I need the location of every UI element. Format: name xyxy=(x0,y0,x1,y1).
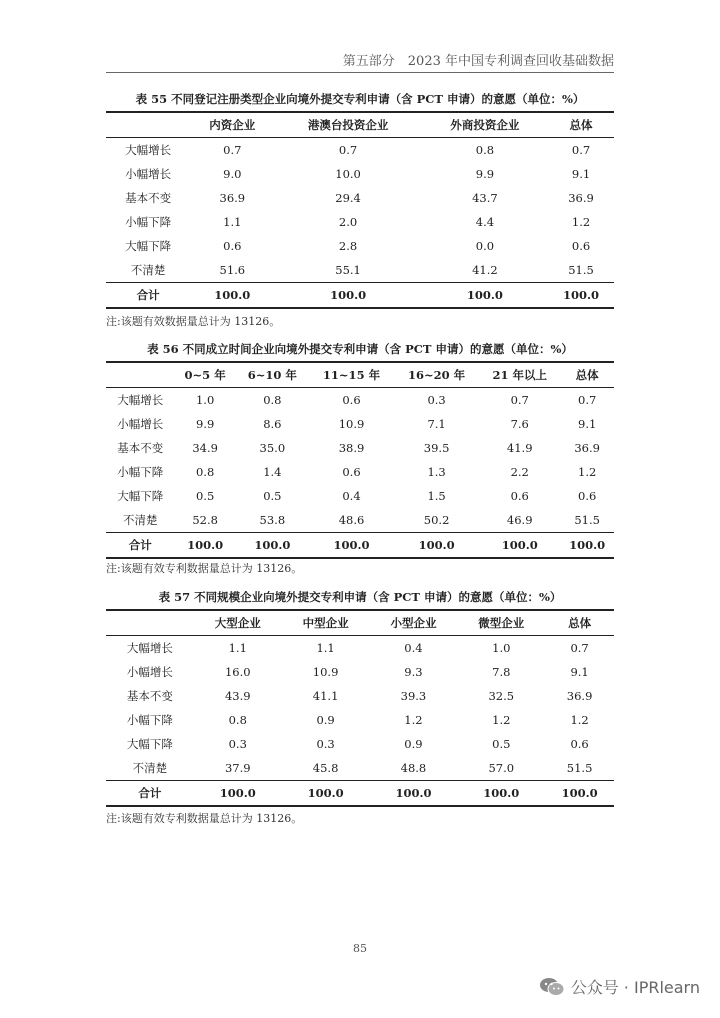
total-cell: 100.0 xyxy=(394,533,479,559)
total-row xyxy=(106,533,614,559)
table-55-note: 注:该题有效数据量总计为 13126。 xyxy=(106,315,281,328)
table-cell: 4.4 xyxy=(475,215,495,229)
total-cell: 100.0 xyxy=(282,781,370,807)
row-label: 不清楚 xyxy=(130,263,166,277)
row-label: 小幅下降 xyxy=(117,465,164,479)
table-cell: 38.9 xyxy=(338,441,365,455)
table-cell: 1.4 xyxy=(263,465,282,479)
table-cell: 0.8 xyxy=(228,713,247,727)
table-cell: 51.5 xyxy=(568,263,594,277)
table-row xyxy=(106,636,614,661)
total-cell: 100.0 xyxy=(560,533,614,559)
table-cell: 2.2 xyxy=(510,465,529,479)
table-cell: 46.9 xyxy=(506,513,533,527)
table-row xyxy=(106,756,614,781)
total-cell: 100.0 xyxy=(190,283,274,309)
table-row xyxy=(106,708,614,732)
table-cell: 1.0 xyxy=(195,393,215,407)
row-label: 不清楚 xyxy=(122,513,158,527)
table-row xyxy=(106,732,614,756)
table-cell: 51.6 xyxy=(219,263,246,277)
table-cell: 0.7 xyxy=(571,143,591,157)
table-cell: 34.9 xyxy=(192,441,218,455)
total-cell: 100.0 xyxy=(309,533,394,559)
table-cell: 1.1 xyxy=(228,641,247,655)
table-cell: 41.9 xyxy=(506,441,533,455)
table-cell: 7.6 xyxy=(510,417,529,431)
header-text: 第五部分 2023 年中国专利调查回收基础数据 xyxy=(342,54,614,69)
table-cell: 1.2 xyxy=(578,465,597,479)
table-cell: 0.4 xyxy=(404,641,423,655)
total-cell: 100.0 xyxy=(479,533,560,559)
table-cell: 36.9 xyxy=(219,191,246,205)
table-cell: 0.3 xyxy=(228,737,247,751)
table-cell: 1.2 xyxy=(492,713,511,727)
table-cell: 9.0 xyxy=(223,167,242,181)
total-row xyxy=(106,283,614,309)
table-cell: 35.0 xyxy=(259,441,286,455)
total-cell: 100.0 xyxy=(194,781,282,807)
row-label: 小幅下降 xyxy=(126,713,173,727)
row-label: 小幅增长 xyxy=(126,665,173,679)
watermark xyxy=(539,975,700,998)
table-cell: 45.8 xyxy=(312,761,339,775)
row-label: 大幅下降 xyxy=(126,737,173,751)
table-row xyxy=(106,258,614,283)
table-row xyxy=(106,210,614,234)
row-label: 小幅增长 xyxy=(117,417,164,431)
table-row xyxy=(106,460,614,484)
table-57-note: 注:该题有效专利数据量总计为 13126。 xyxy=(106,812,303,825)
table-cell: 36.9 xyxy=(568,191,594,205)
table-cell: 51.5 xyxy=(566,761,593,775)
table-cell: 57.0 xyxy=(488,761,515,775)
row-label: 大幅增长 xyxy=(125,143,172,157)
table-row xyxy=(106,138,614,163)
column-header: 大型企业 xyxy=(194,610,282,636)
table-cell: 0.6 xyxy=(571,239,591,253)
total-label: 合计 xyxy=(106,283,190,309)
table-cell: 1.2 xyxy=(571,215,591,229)
corner-cell xyxy=(106,610,194,636)
page-number: 85 xyxy=(353,942,367,955)
table-cell: 0.5 xyxy=(263,489,282,503)
table-cell: 0.7 xyxy=(578,393,597,407)
table-55 xyxy=(106,111,614,309)
row-label: 小幅增长 xyxy=(125,167,172,181)
total-cell: 100.0 xyxy=(548,283,614,309)
total-cell: 100.0 xyxy=(236,533,309,559)
table-56-caption: 表 56 不同成立时间企业向境外提交专利申请（含 PCT 申请）的意愿（单位：%） xyxy=(147,342,573,356)
table-cell: 0.7 xyxy=(338,143,358,157)
table-cell: 53.8 xyxy=(259,513,286,527)
table-cell: 0.6 xyxy=(223,239,242,253)
table-cell: 0.3 xyxy=(316,737,335,751)
column-header: 微型企业 xyxy=(457,610,545,636)
row-label: 不清楚 xyxy=(132,761,168,775)
column-header: 外商投资企业 xyxy=(422,112,548,138)
column-header: 6~10 年 xyxy=(236,362,309,388)
column-header: 小型企业 xyxy=(370,610,458,636)
table-row xyxy=(106,660,614,684)
total-cell: 100.0 xyxy=(422,283,548,309)
table-cell: 41.2 xyxy=(472,263,498,277)
table-cell: 0.5 xyxy=(492,737,511,751)
running-header xyxy=(106,50,614,73)
table-cell: 0.4 xyxy=(342,489,361,503)
total-cell: 100.0 xyxy=(174,533,235,559)
table-cell: 1.3 xyxy=(427,465,446,479)
table-cell: 16.0 xyxy=(224,665,251,679)
table-cell: 39.3 xyxy=(400,689,427,703)
column-header: 中型企业 xyxy=(282,610,370,636)
table-cell: 48.6 xyxy=(338,513,365,527)
row-label: 大幅增长 xyxy=(117,393,164,407)
table-cell: 2.8 xyxy=(338,239,358,253)
total-cell: 100.0 xyxy=(457,781,545,807)
table-cell: 0.6 xyxy=(578,489,597,503)
table-cell: 0.0 xyxy=(475,239,495,253)
corner-cell xyxy=(106,362,174,388)
row-label: 大幅下降 xyxy=(125,239,172,253)
table-cell: 0.8 xyxy=(263,393,282,407)
total-cell: 100.0 xyxy=(274,283,421,309)
column-header: 总体 xyxy=(560,362,614,388)
column-header: 总体 xyxy=(548,112,614,138)
column-header: 港澳台投资企业 xyxy=(274,112,421,138)
total-cell: 100.0 xyxy=(370,781,458,807)
table-cell: 1.0 xyxy=(492,641,511,655)
table-cell: 1.5 xyxy=(427,489,446,503)
table-cell: 52.8 xyxy=(192,513,218,527)
table-cell: 0.6 xyxy=(570,737,589,751)
table-cell: 9.3 xyxy=(404,665,423,679)
table-cell: 0.3 xyxy=(427,393,446,407)
table-cell: 9.1 xyxy=(578,417,597,431)
table-cell: 1.1 xyxy=(316,641,335,655)
table-row xyxy=(106,234,614,258)
table-row xyxy=(106,508,614,533)
column-header: 11~15 年 xyxy=(309,362,394,388)
total-cell: 100.0 xyxy=(545,781,614,807)
table-cell: 51.5 xyxy=(574,513,600,527)
table-cell: 10.9 xyxy=(312,665,339,679)
table-cell: 7.8 xyxy=(492,665,511,679)
table-cell: 1.2 xyxy=(404,713,423,727)
table-cell: 0.6 xyxy=(510,489,529,503)
watermark-text: 公众号 · IPRlearn xyxy=(570,978,700,997)
table-cell: 36.9 xyxy=(574,441,600,455)
table-cell: 29.4 xyxy=(335,191,361,205)
table-header-row xyxy=(106,362,614,388)
table-cell: 10.9 xyxy=(338,417,365,431)
table-cell: 36.9 xyxy=(566,689,593,703)
table-row xyxy=(106,484,614,508)
table-cell: 0.5 xyxy=(195,489,215,503)
column-header: 21 年以上 xyxy=(479,362,560,388)
table-57 xyxy=(106,609,614,807)
total-label: 合计 xyxy=(106,533,174,559)
table-cell: 7.1 xyxy=(427,417,446,431)
corner-cell xyxy=(106,112,190,138)
table-cell: 0.8 xyxy=(195,465,215,479)
table-row xyxy=(106,186,614,210)
table-cell: 55.1 xyxy=(335,263,361,277)
table-cell: 10.0 xyxy=(335,167,361,181)
table-cell: 32.5 xyxy=(488,689,515,703)
table-cell: 37.9 xyxy=(224,761,251,775)
table-row xyxy=(106,684,614,708)
total-label: 合计 xyxy=(106,781,194,807)
table-cell: 1.1 xyxy=(223,215,242,229)
table-cell: 43.9 xyxy=(224,689,251,703)
table-cell: 48.8 xyxy=(400,761,427,775)
table-cell: 9.1 xyxy=(571,167,591,181)
table-header-row xyxy=(106,610,614,636)
table-row xyxy=(106,388,614,413)
table-cell: 0.6 xyxy=(342,393,361,407)
table-cell: 43.7 xyxy=(472,191,498,205)
row-label: 基本不变 xyxy=(117,441,164,455)
row-label: 基本不变 xyxy=(125,191,172,205)
table-56 xyxy=(106,361,614,559)
table-cell: 0.8 xyxy=(475,143,495,157)
table-cell: 8.6 xyxy=(263,417,282,431)
table-cell: 41.1 xyxy=(312,689,339,703)
table-cell: 0.6 xyxy=(342,465,361,479)
table-cell: 50.2 xyxy=(423,513,450,527)
table-cell: 2.0 xyxy=(338,215,358,229)
table-row xyxy=(106,412,614,436)
table-55-caption: 表 55 不同登记注册类型企业向境外提交专利申请（含 PCT 申请）的意愿（单位：%） xyxy=(135,92,585,106)
wechat-icon xyxy=(539,977,565,997)
table-cell: 9.1 xyxy=(570,665,589,679)
table-cell: 9.9 xyxy=(475,167,495,181)
table-cell: 0.7 xyxy=(223,143,242,157)
column-header: 总体 xyxy=(545,610,614,636)
row-label: 大幅增长 xyxy=(126,641,173,655)
table-57-caption: 表 57 不同规模企业向境外提交专利申请（含 PCT 申请）的意愿（单位：%） xyxy=(158,590,562,604)
table-cell: 39.5 xyxy=(423,441,450,455)
table-row xyxy=(106,162,614,186)
table-56-note: 注:该题有效专利数据量总计为 13126。 xyxy=(106,562,303,575)
table-cell: 0.7 xyxy=(570,641,589,655)
column-header: 16~20 年 xyxy=(394,362,479,388)
table-cell: 0.7 xyxy=(510,393,529,407)
table-cell: 9.9 xyxy=(195,417,215,431)
table-cell: 0.9 xyxy=(404,737,423,751)
column-header: 0~5 年 xyxy=(174,362,235,388)
table-cell: 1.2 xyxy=(570,713,589,727)
row-label: 大幅下降 xyxy=(117,489,164,503)
table-cell: 0.9 xyxy=(316,713,335,727)
row-label: 基本不变 xyxy=(126,689,173,703)
table-header-row xyxy=(106,112,614,138)
total-row xyxy=(106,781,614,807)
table-row xyxy=(106,436,614,460)
column-header: 内资企业 xyxy=(190,112,274,138)
row-label: 小幅下降 xyxy=(125,215,172,229)
